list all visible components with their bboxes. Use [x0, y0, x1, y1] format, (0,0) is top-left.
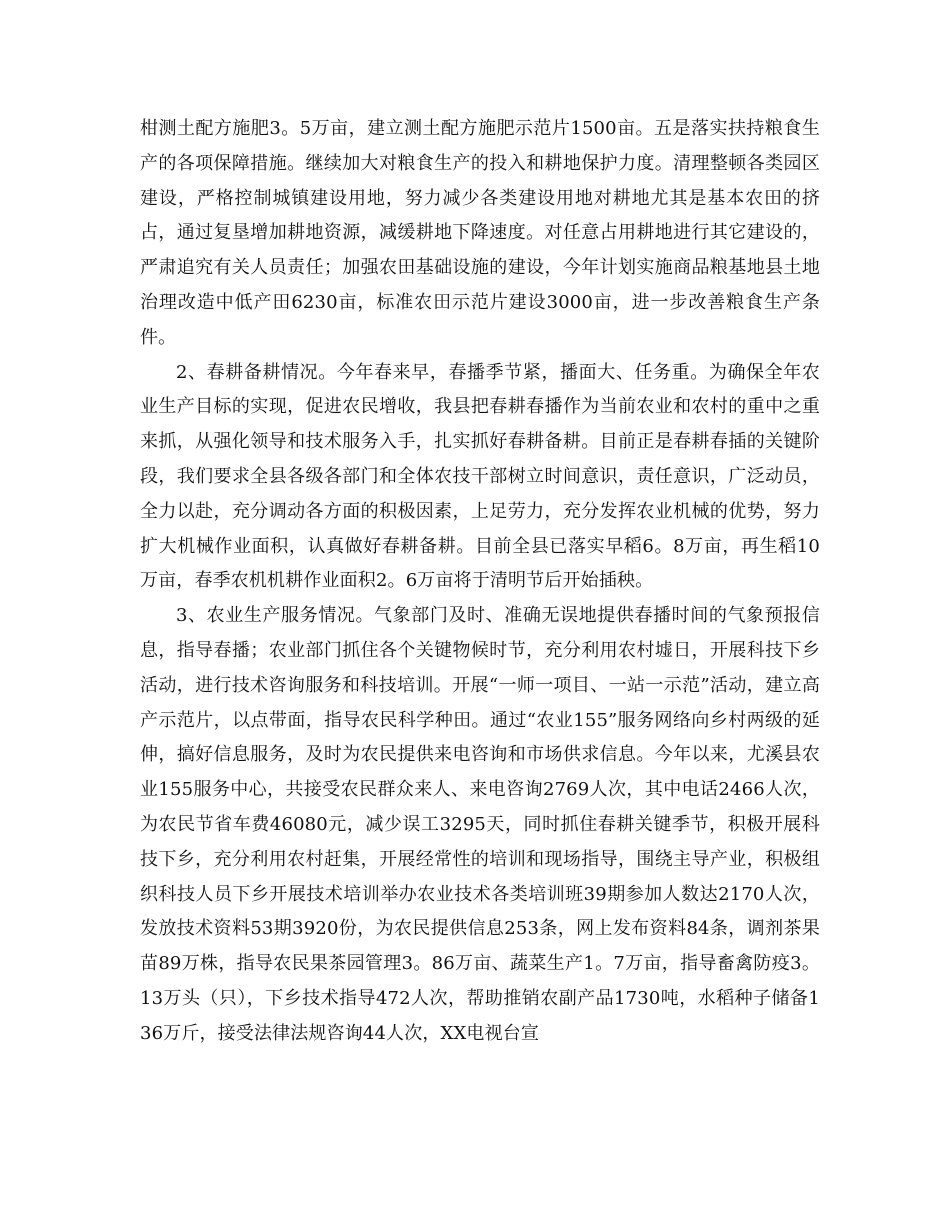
paragraph-continuation: 柑测土配方施肥3。5万亩，建立测土配方施肥示范片1500亩。五是落实扶持粮食生产的各项保障措施。继续加大对粮食生产的投入和耕地保护力度。清理整顿各类园区建设，严格控制城镇建设用地，努力减少各类建设用地对耕地尤其是基本农田的挤占，通过复垦增加耕地资源，减缓耕地下降速度。对任意占用耕地进行其它建设的，严肃追究有关人员责任；加强农田基础设施的建设，今年计划实施商品粮基地县土地治理改造中低产田6230亩，标准农田示范片建设3000亩，进一步改善粮食生产条件。	[140, 118, 820, 348]
document-body	[140, 112, 820, 1052]
paragraph-agricultural-services: 3、农业生产服务情况。气象部门及时、准确无误地提供春播时间的气象预报信息，指导春播；农业部门抓住各个关键物候时节，充分利用农村墟日，开展科技下乡活动，进行技术咨询服务和科技培训。开展“一师一项目、一站一示范”活动，建立高产示范片，以点带面，指导农民科学种田。通过“农业155”服务网络向乡村两级的延伸，搞好信息服务，及时为农民提供来电咨询和市场供求信息。今年以来，尤溪县农业155服务中心，共接受农民群众来人、来电咨询2769人次，其中电话2466人次，为农民节省车费46080元，减少误工3295天，同时抓住春耕关键季节，积极开展科技下乡，充分利用农村赶集，开展经常性的培训和现场指导，围绕主导产业，积极组织科技人员下乡开展技术培训举办农业技术各类培训班39期参加人数达2170人次，发放技术资料53期3920份，为农民提供信息253条，网上发布资料84条，调剂茶果苗89万株，指导农民果茶园管理3。86万亩、蔬菜生产1。7万亩，指导畜禽防疫3。13万头（只），下乡技术指导472人次，帮助推销农副产品1730吨，水稻种子储备136万斤，接受法律法规咨询44人次，XX电视台宣	[140, 605, 820, 1044]
paragraph-spring-plowing: 2、春耕备耕情况。今年春来早，春播季节紧，播面大、任务重。为确保全年农业生产目标的实现，促进农民增收，我县把春耕春播作为当前农业和农村的重中之重来抓，从强化领导和技术服务入手，扎实抓好春耕备耕。目前正是春耕春插的关键阶段，我们要求全县各级各部门和全体农技干部树立时间意识，责任意识，广泛动员，全力以赴，充分调动各方面的积极因素，上足劳力，充分发挥农业机械的优势，努力扩大机械作业面积，认真做好春耕备耕。目前全县已落实早稻6。8万亩，再生稻10万亩，春季农机机耕作业面积2。6万亩将于清明节后开始插秧。	[140, 361, 820, 592]
